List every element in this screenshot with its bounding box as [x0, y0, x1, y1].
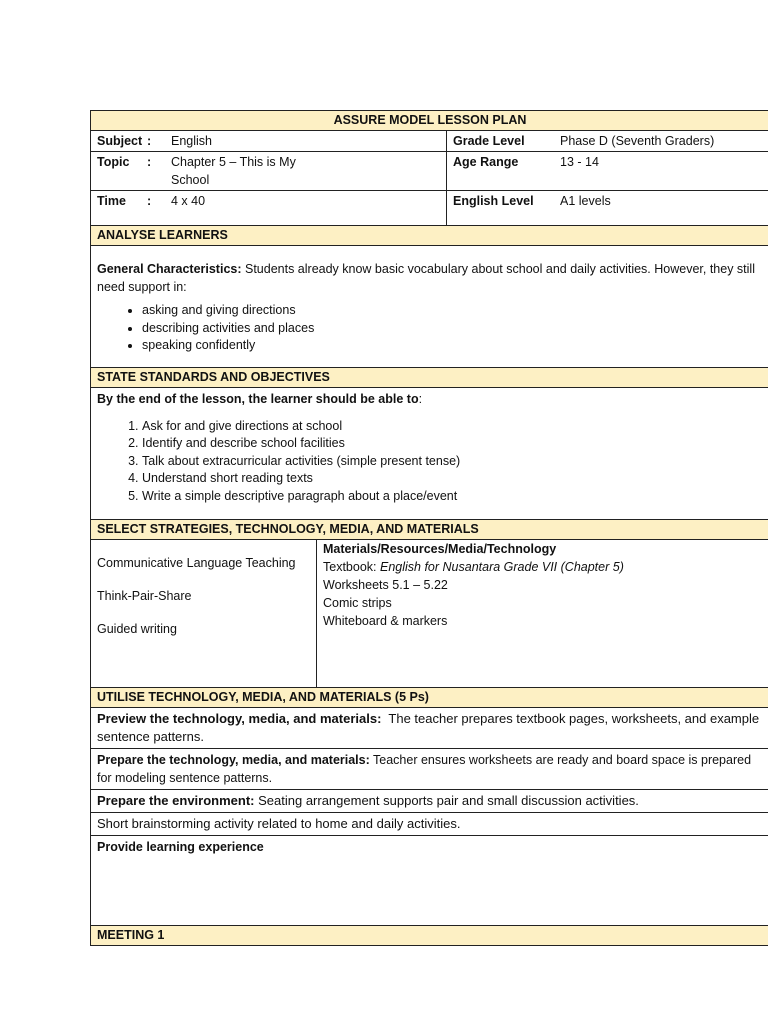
colon: :	[147, 134, 152, 148]
topic-value: Chapter 5 – This is My School	[171, 155, 296, 187]
learning-experience-row	[91, 836, 768, 926]
method-item: Guided writing	[97, 622, 177, 636]
environment-label: Prepare the environment:	[97, 793, 255, 808]
info-row-subject	[91, 131, 768, 152]
grade-label: Grade Level	[453, 134, 525, 148]
topic-label: Topic	[97, 155, 130, 169]
prepare-label: Prepare the technology, media, and materials:	[97, 753, 370, 767]
info-row-topic	[91, 152, 768, 191]
general-characteristics	[97, 260, 763, 296]
prepare-row: Prepare the technology, media, and materials: Teacher ensures worksheets are ready and board space is prepared for modeling sentence patterns.	[91, 749, 768, 790]
learning-experience-label: Provide learning experience	[97, 840, 264, 854]
preview-label: Preview the technology, media, and materials:	[97, 711, 382, 726]
preview-row: Preview the technology, media, and materials: The teacher prepares textbook pages, worksheets, and example sentence patterns.	[91, 708, 768, 749]
list-item: 1. Ask for and give directions at school	[142, 418, 763, 436]
environment-row: Prepare the environment: Seating arrangement supports pair and small discussion activities.	[91, 790, 768, 813]
material-item: Worksheets 5.1 – 5.22	[323, 578, 448, 592]
textbook-title: English for Nusantara Grade VII (Chapter 5)	[379, 560, 624, 574]
subject-label: Subject	[97, 134, 143, 148]
age-value: 13 - 14	[560, 155, 599, 169]
time-value: 4 x 40	[171, 194, 206, 208]
list-item: • asking and giving directions	[142, 302, 763, 320]
method-item: Communicative Language Teaching	[97, 556, 296, 570]
list-item: 2. Identify and describe school facilities	[142, 435, 763, 453]
materials-cell	[317, 540, 768, 687]
objectives-intro: By the end of the lesson, the learner should be able to	[97, 391, 419, 406]
english-level-value: A1 levels	[560, 194, 611, 208]
utilise-heading: UTILISE TECHNOLOGY, MEDIA, AND MATERIALS (5 Ps)	[91, 688, 768, 708]
textbook-line: Textbook: English for Nusantara Grade VII (Chapter 5)	[323, 560, 624, 574]
standards-section: By the end of the lesson, the learner should be able to: 1. Ask for and give directions at school 2. Identify and describe school facilities 3. Talk about extracurricular activities (simple present tense) 4. Understand short reading texts 5. Write a simple descriptive paragraph about a place/event	[91, 388, 768, 521]
method-item: Think-Pair-Share	[97, 589, 192, 603]
material-item: Whiteboard & markers	[323, 614, 448, 628]
age-label: Age Range	[453, 155, 519, 169]
colon: :	[147, 194, 152, 208]
meeting-heading: MEETING 1	[91, 926, 768, 946]
analyse-heading: ANALYSE LEARNERS	[91, 226, 768, 246]
list-item: • speaking confidently	[142, 337, 763, 355]
strategies-heading: SELECT STRATEGIES, TECHNOLOGY, MEDIA, AND MATERIALS	[91, 520, 768, 540]
colon: :	[147, 155, 152, 169]
list-item: 5. Write a simple descriptive paragraph about a place/event	[142, 488, 763, 506]
strategies-section	[91, 540, 768, 688]
info-row-time	[91, 191, 768, 226]
standards-heading: STATE STANDARDS AND OBJECTIVES	[91, 368, 768, 388]
list-item: • describing activities and places	[142, 320, 763, 338]
brainstorm-row: Short brainstorming activity related to home and daily activities.	[91, 813, 768, 836]
analyse-section	[91, 246, 768, 368]
subject-value: English	[171, 134, 212, 148]
material-item: Comic strips	[323, 596, 392, 610]
gc-label: General Characteristics:	[97, 262, 242, 276]
materials-heading: Materials/Resources/Media/Technology	[323, 542, 557, 556]
table-title: ASSURE MODEL LESSON PLAN	[91, 111, 768, 131]
objectives-list	[97, 418, 763, 506]
grade-value: Phase D (Seventh Graders)	[560, 134, 715, 148]
list-item: 4. Understand short reading texts	[142, 470, 763, 488]
methods-cell	[91, 540, 317, 687]
english-level-label: English Level	[453, 194, 534, 208]
needs-list	[97, 302, 763, 355]
gc-text: Students already know basic vocabulary about school and daily activities. However, they still need support in:	[97, 262, 755, 294]
list-item: 3. Talk about extracurricular activities (simple present tense)	[142, 453, 763, 471]
lesson-plan-table	[90, 110, 768, 946]
time-label: Time	[97, 194, 126, 208]
